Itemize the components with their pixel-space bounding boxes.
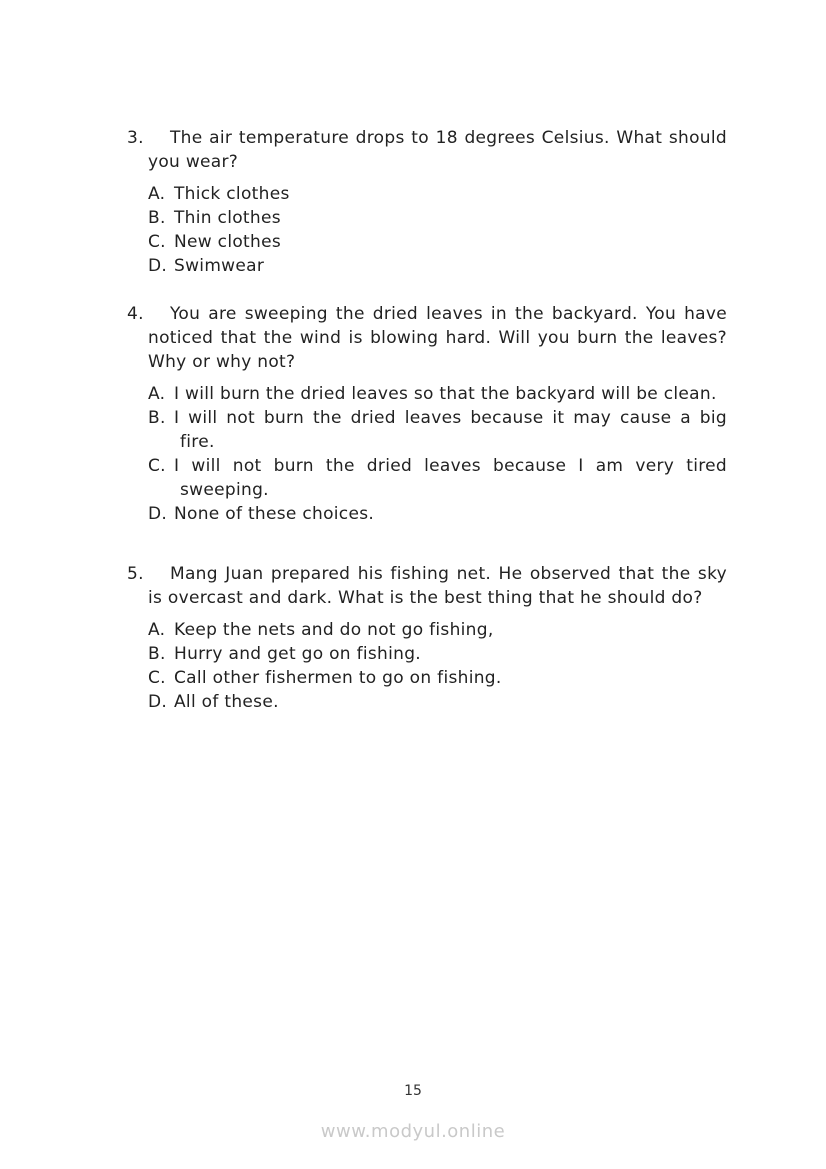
option-letter: C. bbox=[148, 232, 166, 252]
question-5-option-d bbox=[148, 690, 727, 714]
option-letter: A. bbox=[148, 184, 166, 204]
question-4-option-b bbox=[148, 406, 727, 454]
option-text: Call other fishermen to go on fishing. bbox=[174, 668, 502, 688]
option-text: Hurry and get go on fishing. bbox=[174, 644, 422, 664]
question-3-option-a bbox=[148, 182, 727, 206]
question-3-stem-row bbox=[127, 126, 727, 174]
question-5 bbox=[127, 562, 727, 714]
page-number: 15 bbox=[404, 1083, 422, 1099]
option-text: Keep the nets and do not go fishing, bbox=[174, 620, 494, 640]
question-4-stem: You are sweeping the dried leaves in the backyard. You have noticed that the wind is blowing hard. Will you burn the leaves? Why or why not? bbox=[148, 304, 727, 372]
question-4-number: 4. bbox=[127, 304, 144, 324]
option-letter: D. bbox=[148, 692, 168, 712]
option-text: I will not burn the dried leaves because I am very tired sweeping. bbox=[174, 456, 727, 500]
question-3-option-d bbox=[148, 254, 727, 278]
question-4-option-d bbox=[148, 502, 727, 526]
option-text: I will not burn the dried leaves because it may cause a big fire. bbox=[174, 408, 727, 452]
question-5-option-b bbox=[148, 642, 727, 666]
question-4-options bbox=[127, 382, 727, 526]
option-text: Thick clothes bbox=[174, 184, 290, 204]
question-5-option-c bbox=[148, 666, 727, 690]
option-text: I will burn the dried leaves so that the backyard will be clean. bbox=[174, 384, 717, 404]
question-4-option-c bbox=[148, 454, 727, 502]
question-3-option-b bbox=[148, 206, 727, 230]
question-list bbox=[127, 126, 727, 738]
question-5-stem: Mang Juan prepared his fishing net. He observed that the sky is overcast and dark. What is the best thing that he should do? bbox=[148, 564, 727, 608]
question-4-option-a bbox=[148, 382, 727, 406]
question-3-number: 3. bbox=[127, 128, 144, 148]
option-letter: B. bbox=[148, 208, 166, 228]
option-letter: D. bbox=[148, 504, 168, 524]
question-5-number: 5. bbox=[127, 564, 144, 584]
question-5-stem-row bbox=[127, 562, 727, 610]
question-4-stem-row bbox=[127, 302, 727, 374]
option-text: Swimwear bbox=[174, 256, 265, 276]
option-letter: B. bbox=[148, 644, 166, 664]
option-text: All of these. bbox=[174, 692, 279, 712]
option-text: None of these choices. bbox=[174, 504, 375, 524]
question-3 bbox=[127, 126, 727, 278]
option-letter: A. bbox=[148, 620, 166, 640]
question-3-options bbox=[127, 182, 727, 278]
question-5-option-a bbox=[148, 618, 727, 642]
option-letter: C. bbox=[148, 456, 166, 476]
question-4 bbox=[127, 302, 727, 526]
option-letter: D. bbox=[148, 256, 168, 276]
option-letter: C. bbox=[148, 668, 166, 688]
question-3-option-c bbox=[148, 230, 727, 254]
question-5-options bbox=[127, 618, 727, 714]
option-text: New clothes bbox=[174, 232, 282, 252]
option-letter: A. bbox=[148, 384, 166, 404]
option-text: Thin clothes bbox=[174, 208, 281, 228]
watermark-text: www.modyul.online bbox=[320, 1121, 506, 1142]
option-letter: B. bbox=[148, 408, 166, 428]
question-3-stem: The air temperature drops to 18 degrees Celsius. What should you wear? bbox=[148, 128, 727, 172]
